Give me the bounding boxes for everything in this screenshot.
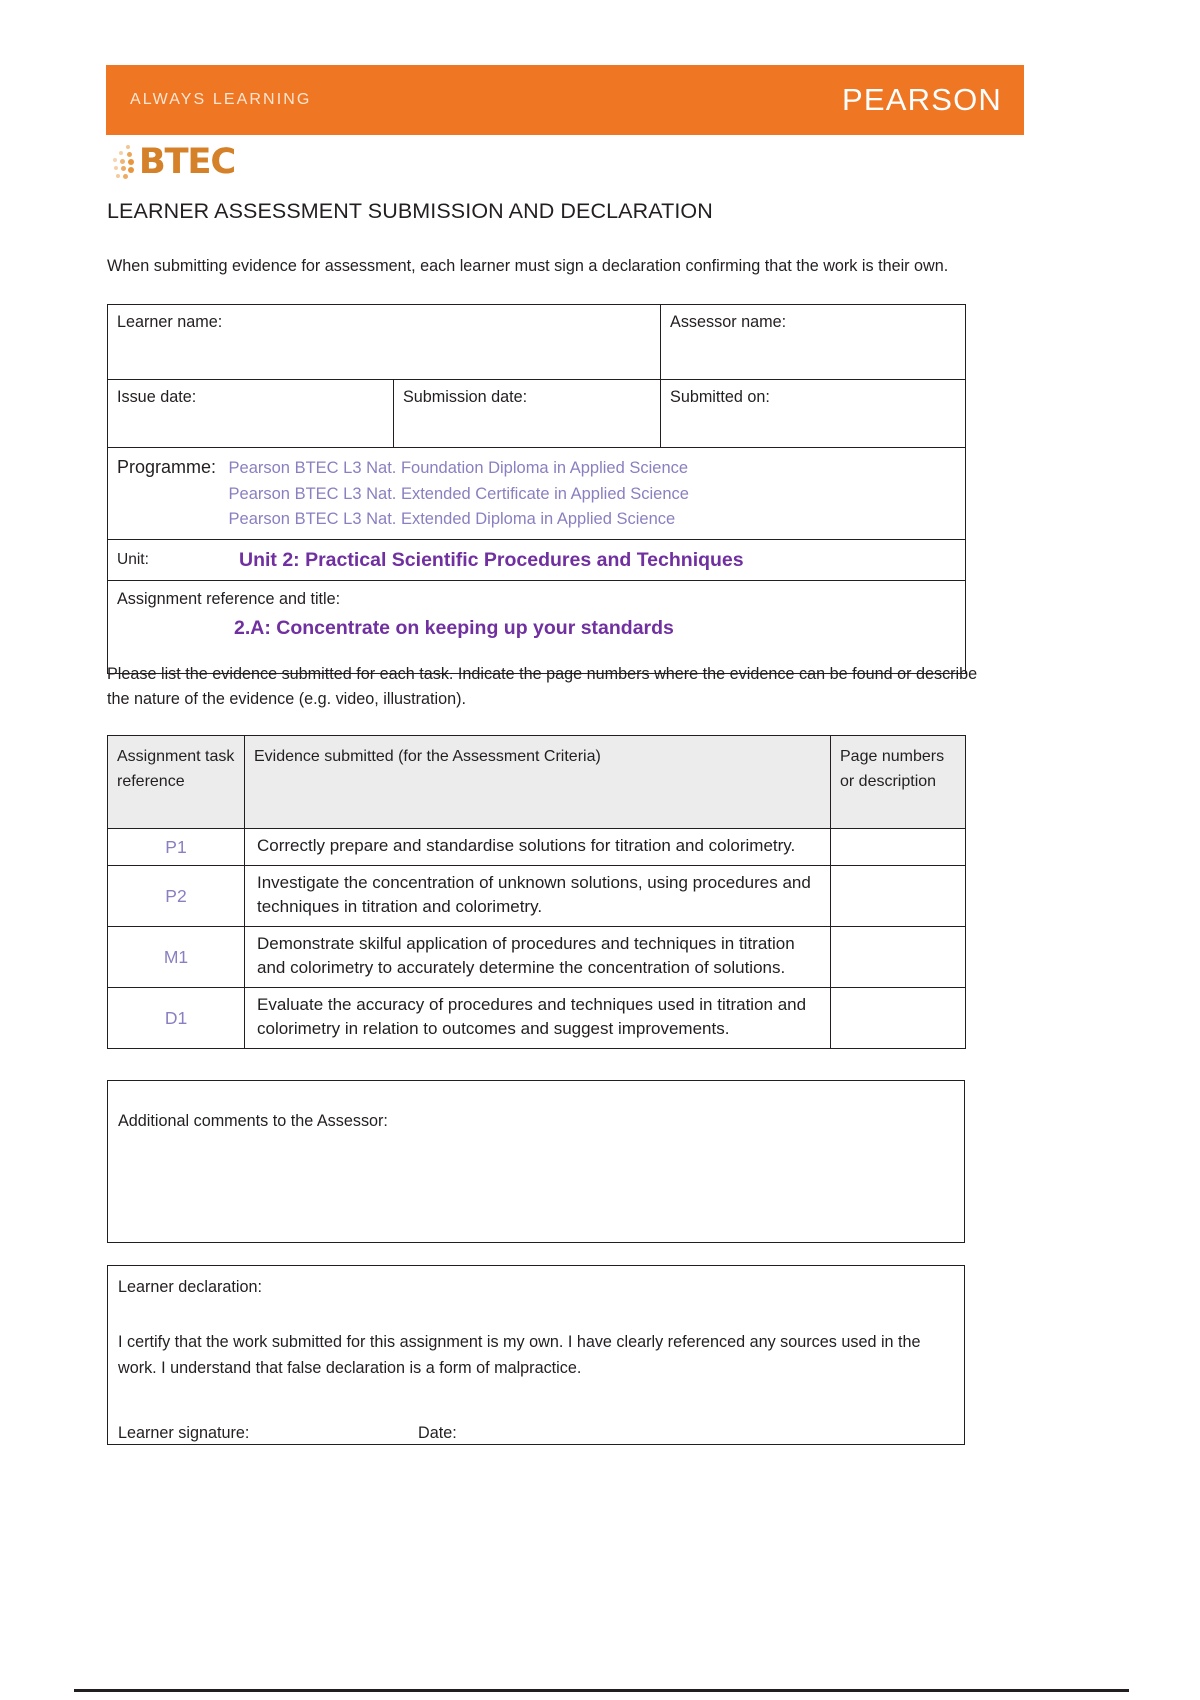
pages-input-cell[interactable] <box>831 829 966 866</box>
signature-row <box>118 1424 952 1443</box>
pearson-wordmark: PEARSON <box>842 82 1002 117</box>
footer-divider <box>74 1689 1129 1692</box>
learner-declaration-box <box>107 1265 965 1445</box>
column-header-task-reference: Assignment task reference <box>108 736 245 829</box>
programme-list <box>221 456 689 533</box>
table-row <box>108 380 966 448</box>
table-row <box>108 539 966 581</box>
column-header-pages: Page numbers or description <box>831 736 966 829</box>
submitted-on-cell[interactable] <box>661 380 966 448</box>
table-row <box>108 926 966 987</box>
table-row <box>108 448 966 540</box>
table-row <box>108 581 966 674</box>
assignment-title: 2.A: Concentrate on keeping up your standards <box>234 617 674 640</box>
criterion-reference: D1 <box>108 987 245 1048</box>
submission-date-label: Submission date: <box>403 388 528 406</box>
assignment-cell <box>108 581 966 674</box>
additional-comments-label: Additional comments to the Assessor: <box>118 1112 388 1130</box>
submission-date-cell[interactable] <box>394 380 661 448</box>
issue-date-label: Issue date: <box>117 388 197 406</box>
btec-logo <box>112 142 235 182</box>
assignment-label: Assignment reference and title: <box>117 590 341 609</box>
declaration-body: I certify that the work submitted for this assignment is my own. I have clearly referenced any sources used in the work. I understand that false declaration is a form of malpractice. <box>118 1333 921 1377</box>
criterion-description: Evaluate the accuracy of procedures and techniques used in titration and colorimetry in relation to outcomes and suggest improvements. <box>245 987 831 1048</box>
pages-input-cell[interactable] <box>831 987 966 1048</box>
pages-input-cell[interactable] <box>831 926 966 987</box>
pages-input-cell[interactable] <box>831 865 966 926</box>
btec-dots-icon <box>112 144 138 180</box>
programme-cell <box>108 448 966 540</box>
criterion-description: Investigate the concentration of unknown solutions, using procedures and techniques in titration and colorimetry. <box>245 865 831 926</box>
assessor-name-cell[interactable] <box>661 305 966 380</box>
programme-option: Pearson BTEC L3 Nat. Extended Diploma in Applied Science <box>228 510 676 528</box>
date-label[interactable]: Date: <box>418 1424 457 1442</box>
criterion-reference: M1 <box>108 926 245 987</box>
page-title: LEARNER ASSESSMENT SUBMISSION AND DECLARATION <box>107 199 713 223</box>
pearson-banner <box>106 65 1024 135</box>
declaration-heading: Learner declaration: <box>118 1278 262 1296</box>
learner-signature-label[interactable]: Learner signature: <box>118 1424 250 1442</box>
issue-date-cell[interactable] <box>108 380 394 448</box>
unit-value: Unit 2: Practical Scientific Procedures and Techniques <box>239 549 744 572</box>
table-row <box>108 829 966 866</box>
banner-tagline: ALWAYS LEARNING <box>130 91 312 108</box>
criterion-description: Correctly prepare and standardise solutions for titration and colorimetry. <box>245 829 831 866</box>
assessor-name-label: Assessor name: <box>670 313 787 331</box>
intro-paragraph: When submitting evidence for assessment, each learner must sign a declaration confirming that the work is their own. <box>107 257 949 275</box>
programme-option: Pearson BTEC L3 Nat. Extended Certificate in Applied Science <box>228 484 689 503</box>
table-header-row <box>108 736 966 829</box>
table-row <box>108 987 966 1048</box>
learner-name-cell[interactable] <box>108 305 661 380</box>
submitted-on-label: Submitted on: <box>670 388 770 406</box>
table-row <box>108 305 966 380</box>
column-header-evidence: Evidence submitted (for the Assessment Criteria) <box>245 736 831 829</box>
criterion-description: Demonstrate skilful application of procedures and techniques in titration and colorimetry to accurately determine the concentration of solutions. <box>245 926 831 987</box>
criterion-reference: P2 <box>108 865 245 926</box>
programme-option: Pearson BTEC L3 Nat. Foundation Diploma in Applied Science <box>228 459 689 477</box>
unit-label: Unit: <box>117 551 149 569</box>
additional-comments-box[interactable] <box>107 1080 965 1243</box>
criterion-reference: P1 <box>108 829 245 866</box>
learner-name-label: Learner name: <box>117 313 223 331</box>
table-row <box>108 865 966 926</box>
evidence-table <box>107 735 966 1049</box>
unit-cell <box>108 539 966 581</box>
btec-wordmark: BTEC <box>139 141 236 182</box>
learner-details-table <box>107 304 966 674</box>
evidence-instruction: Please list the evidence submitted for each task. Indicate the page numbers where the evidence can be found or describe the nature of the evidence (e.g. video, illustration). <box>107 665 978 708</box>
programme-label: Programme: <box>117 457 217 477</box>
